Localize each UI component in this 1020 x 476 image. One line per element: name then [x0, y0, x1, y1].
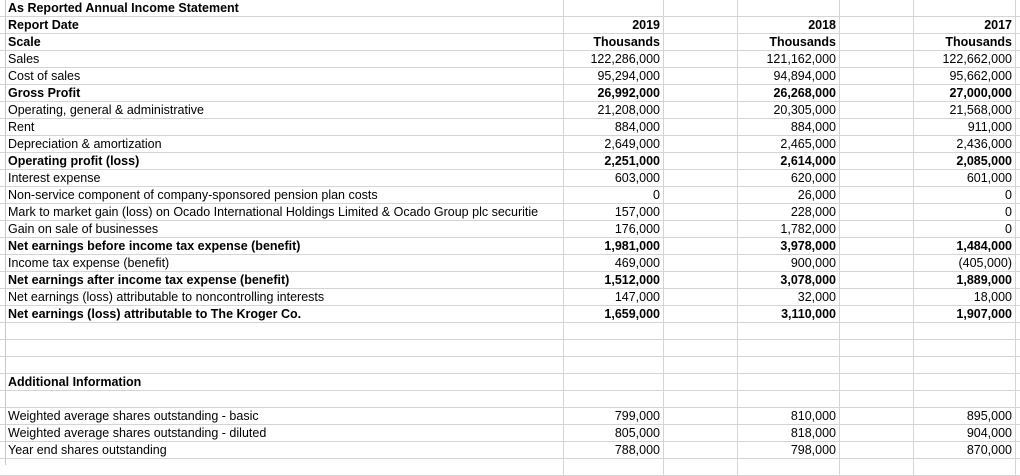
- empty-cell[interactable]: [664, 136, 738, 152]
- empty-cell[interactable]: [840, 357, 914, 373]
- title-row[interactable]: [0, 0, 1020, 17]
- empty-cell[interactable]: [840, 442, 914, 458]
- header-row[interactable]: [0, 17, 1020, 34]
- empty-cell[interactable]: [840, 340, 914, 356]
- label-cell[interactable]: Interest expense: [6, 170, 564, 186]
- empty-cell[interactable]: [840, 170, 914, 186]
- value-2017-cell[interactable]: 601,000: [914, 170, 1016, 186]
- empty-cell[interactable]: [840, 272, 914, 288]
- empty-cell[interactable]: [840, 34, 914, 50]
- empty-cell[interactable]: [664, 391, 738, 407]
- value-2019-cell[interactable]: 2,649,000: [564, 136, 664, 152]
- value-2017-cell[interactable]: 2,436,000: [914, 136, 1016, 152]
- label-cell[interactable]: Gross Profit: [6, 85, 564, 101]
- empty-cell[interactable]: [840, 221, 914, 237]
- value-2019-cell[interactable]: 603,000: [564, 170, 664, 186]
- empty-cell[interactable]: [664, 442, 738, 458]
- value-2018-cell[interactable]: 2,614,000: [738, 153, 840, 169]
- empty-cell[interactable]: [564, 374, 664, 390]
- empty-cell[interactable]: [840, 153, 914, 169]
- label-cell[interactable]: Operating, general & administrative: [6, 102, 564, 118]
- empty-cell[interactable]: [840, 119, 914, 135]
- label-cell[interactable]: Net earnings (loss) attributable to noncontrolling interests: [6, 289, 564, 305]
- empty-cell[interactable]: [564, 391, 664, 407]
- value-2017-cell[interactable]: 95,662,000: [914, 68, 1016, 84]
- empty-cell[interactable]: [738, 374, 840, 390]
- value-2018-cell[interactable]: 798,000: [738, 442, 840, 458]
- value-2018-cell[interactable]: 228,000: [738, 204, 840, 220]
- value-2017-cell[interactable]: Thousands: [914, 34, 1016, 50]
- label-cell[interactable]: Net earnings after income tax expense (benefit): [6, 272, 564, 288]
- value-2019-cell[interactable]: 147,000: [564, 289, 664, 305]
- value-2018-cell[interactable]: 94,894,000: [738, 68, 840, 84]
- empty-cell[interactable]: [6, 323, 564, 339]
- empty-cell[interactable]: [564, 0, 664, 16]
- table-row[interactable]: [0, 68, 1020, 85]
- value-2018-cell[interactable]: 26,268,000: [738, 85, 840, 101]
- empty-cell[interactable]: [738, 391, 840, 407]
- empty-cell[interactable]: [840, 374, 914, 390]
- label-cell[interactable]: As Reported Annual Income Statement: [6, 0, 564, 16]
- value-2017-cell[interactable]: 870,000: [914, 442, 1016, 458]
- empty-cell[interactable]: [664, 272, 738, 288]
- table-row[interactable]: [0, 289, 1020, 306]
- empty-cell[interactable]: [840, 425, 914, 441]
- empty-cell[interactable]: [664, 340, 738, 356]
- label-cell[interactable]: Net earnings before income tax expense (benefit): [6, 238, 564, 254]
- value-2017-cell[interactable]: 904,000: [914, 425, 1016, 441]
- blank-row[interactable]: [0, 340, 1020, 357]
- empty-cell[interactable]: [840, 204, 914, 220]
- empty-cell[interactable]: [664, 323, 738, 339]
- value-2019-cell[interactable]: 26,992,000: [564, 85, 664, 101]
- value-2019-cell[interactable]: 176,000: [564, 221, 664, 237]
- empty-cell[interactable]: [914, 391, 1016, 407]
- value-2017-cell[interactable]: 18,000: [914, 289, 1016, 305]
- empty-cell[interactable]: [840, 0, 914, 16]
- empty-cell[interactable]: [664, 51, 738, 67]
- label-cell[interactable]: Weighted average shares outstanding - basic: [6, 408, 564, 424]
- header-row[interactable]: [0, 34, 1020, 51]
- value-2018-cell[interactable]: 884,000: [738, 119, 840, 135]
- label-cell[interactable]: Operating profit (loss): [6, 153, 564, 169]
- label-cell[interactable]: Year end shares outstanding: [6, 442, 564, 458]
- value-2017-cell[interactable]: (405,000): [914, 255, 1016, 271]
- empty-cell[interactable]: [738, 323, 840, 339]
- value-2018-cell[interactable]: 818,000: [738, 425, 840, 441]
- blank-row[interactable]: [0, 459, 1020, 476]
- blank-row[interactable]: [0, 391, 1020, 408]
- empty-cell[interactable]: [6, 357, 564, 373]
- empty-cell[interactable]: [6, 459, 564, 475]
- empty-cell[interactable]: [840, 187, 914, 203]
- label-cell[interactable]: Cost of sales: [6, 68, 564, 84]
- table-row[interactable]: [0, 187, 1020, 204]
- empty-cell[interactable]: [664, 374, 738, 390]
- label-cell[interactable]: Depreciation & amortization: [6, 136, 564, 152]
- label-cell[interactable]: Rent: [6, 119, 564, 135]
- value-2019-cell[interactable]: 157,000: [564, 204, 664, 220]
- value-2017-cell[interactable]: 0: [914, 187, 1016, 203]
- empty-cell[interactable]: [664, 408, 738, 424]
- value-2018-cell[interactable]: 121,162,000: [738, 51, 840, 67]
- value-2019-cell[interactable]: 2,251,000: [564, 153, 664, 169]
- empty-cell[interactable]: [564, 459, 664, 475]
- empty-cell[interactable]: [840, 391, 914, 407]
- blank-row[interactable]: [0, 357, 1020, 374]
- value-2018-cell[interactable]: 3,110,000: [738, 306, 840, 322]
- label-cell[interactable]: Mark to market gain (loss) on Ocado International Holdings Limited & Ocado Group plc securitie: [6, 204, 564, 220]
- empty-cell[interactable]: [840, 459, 914, 475]
- value-2019-cell[interactable]: 1,512,000: [564, 272, 664, 288]
- empty-cell[interactable]: [738, 340, 840, 356]
- empty-cell[interactable]: [840, 289, 914, 305]
- empty-cell[interactable]: [840, 323, 914, 339]
- table-row[interactable]: [0, 425, 1020, 442]
- value-2017-cell[interactable]: 1,889,000: [914, 272, 1016, 288]
- empty-cell[interactable]: [664, 204, 738, 220]
- label-cell[interactable]: Additional Information: [6, 374, 564, 390]
- value-2017-cell[interactable]: 1,907,000: [914, 306, 1016, 322]
- empty-cell[interactable]: [564, 323, 664, 339]
- value-2019-cell[interactable]: 122,286,000: [564, 51, 664, 67]
- empty-cell[interactable]: [664, 17, 738, 33]
- value-2017-cell[interactable]: 1,484,000: [914, 238, 1016, 254]
- empty-cell[interactable]: [664, 85, 738, 101]
- empty-cell[interactable]: [664, 306, 738, 322]
- table-row[interactable]: [0, 408, 1020, 425]
- empty-cell[interactable]: [840, 17, 914, 33]
- value-2017-cell[interactable]: 0: [914, 204, 1016, 220]
- table-row[interactable]: [0, 306, 1020, 323]
- empty-cell[interactable]: [914, 357, 1016, 373]
- empty-cell[interactable]: [664, 68, 738, 84]
- empty-cell[interactable]: [664, 153, 738, 169]
- table-row[interactable]: [0, 153, 1020, 170]
- label-cell[interactable]: Non-service component of company-sponsored pension plan costs: [6, 187, 564, 203]
- empty-cell[interactable]: [738, 357, 840, 373]
- table-row[interactable]: [0, 102, 1020, 119]
- empty-cell[interactable]: [840, 255, 914, 271]
- blank-row[interactable]: [0, 323, 1020, 340]
- value-2019-cell[interactable]: 799,000: [564, 408, 664, 424]
- table-row[interactable]: [0, 204, 1020, 221]
- empty-cell[interactable]: [840, 85, 914, 101]
- value-2019-cell[interactable]: 2019: [564, 17, 664, 33]
- label-cell[interactable]: Net earnings (loss) attributable to The Kroger Co.: [6, 306, 564, 322]
- empty-cell[interactable]: [664, 102, 738, 118]
- value-2018-cell[interactable]: 620,000: [738, 170, 840, 186]
- empty-cell[interactable]: [664, 34, 738, 50]
- label-cell[interactable]: Sales: [6, 51, 564, 67]
- value-2017-cell[interactable]: 27,000,000: [914, 85, 1016, 101]
- value-2019-cell[interactable]: 21,208,000: [564, 102, 664, 118]
- label-cell[interactable]: Scale: [6, 34, 564, 50]
- value-2017-cell[interactable]: 0: [914, 221, 1016, 237]
- value-2019-cell[interactable]: 884,000: [564, 119, 664, 135]
- table-row[interactable]: [0, 255, 1020, 272]
- empty-cell[interactable]: [664, 238, 738, 254]
- label-cell[interactable]: Income tax expense (benefit): [6, 255, 564, 271]
- value-2017-cell[interactable]: 2,085,000: [914, 153, 1016, 169]
- empty-cell[interactable]: [914, 374, 1016, 390]
- value-2019-cell[interactable]: 0: [564, 187, 664, 203]
- table-row[interactable]: [0, 170, 1020, 187]
- empty-cell[interactable]: [664, 221, 738, 237]
- empty-cell[interactable]: [914, 340, 1016, 356]
- table-row[interactable]: [0, 119, 1020, 136]
- empty-cell[interactable]: [6, 391, 564, 407]
- empty-cell[interactable]: [664, 289, 738, 305]
- value-2018-cell[interactable]: 1,782,000: [738, 221, 840, 237]
- empty-cell[interactable]: [664, 357, 738, 373]
- value-2019-cell[interactable]: 1,981,000: [564, 238, 664, 254]
- empty-cell[interactable]: [914, 459, 1016, 475]
- empty-cell[interactable]: [840, 136, 914, 152]
- table-row[interactable]: [0, 238, 1020, 255]
- value-2017-cell[interactable]: 895,000: [914, 408, 1016, 424]
- value-2018-cell[interactable]: 3,078,000: [738, 272, 840, 288]
- empty-cell[interactable]: [914, 323, 1016, 339]
- label-cell[interactable]: Gain on sale of businesses: [6, 221, 564, 237]
- value-2019-cell[interactable]: 1,659,000: [564, 306, 664, 322]
- value-2018-cell[interactable]: 2,465,000: [738, 136, 840, 152]
- empty-cell[interactable]: [840, 238, 914, 254]
- empty-cell[interactable]: [664, 170, 738, 186]
- empty-cell[interactable]: [664, 187, 738, 203]
- empty-cell[interactable]: [564, 357, 664, 373]
- empty-cell[interactable]: [840, 408, 914, 424]
- value-2019-cell[interactable]: 469,000: [564, 255, 664, 271]
- value-2019-cell[interactable]: 805,000: [564, 425, 664, 441]
- value-2018-cell[interactable]: 2018: [738, 17, 840, 33]
- value-2019-cell[interactable]: 788,000: [564, 442, 664, 458]
- value-2018-cell[interactable]: 810,000: [738, 408, 840, 424]
- empty-cell[interactable]: [664, 425, 738, 441]
- value-2018-cell[interactable]: Thousands: [738, 34, 840, 50]
- value-2017-cell[interactable]: 122,662,000: [914, 51, 1016, 67]
- value-2017-cell[interactable]: 21,568,000: [914, 102, 1016, 118]
- empty-cell[interactable]: [914, 0, 1016, 16]
- empty-cell[interactable]: [840, 68, 914, 84]
- value-2018-cell[interactable]: 20,305,000: [738, 102, 840, 118]
- empty-cell[interactable]: [6, 340, 564, 356]
- empty-cell[interactable]: [840, 51, 914, 67]
- table-row[interactable]: [0, 221, 1020, 238]
- empty-cell[interactable]: [738, 459, 840, 475]
- value-2018-cell[interactable]: 900,000: [738, 255, 840, 271]
- empty-cell[interactable]: [664, 0, 738, 16]
- table-row[interactable]: [0, 85, 1020, 102]
- empty-cell[interactable]: [840, 102, 914, 118]
- empty-cell[interactable]: [840, 306, 914, 322]
- empty-cell[interactable]: [664, 119, 738, 135]
- table-row[interactable]: [0, 136, 1020, 153]
- table-row[interactable]: [0, 51, 1020, 68]
- value-2019-cell[interactable]: 95,294,000: [564, 68, 664, 84]
- value-2019-cell[interactable]: Thousands: [564, 34, 664, 50]
- value-2017-cell[interactable]: 2017: [914, 17, 1016, 33]
- value-2017-cell[interactable]: 911,000: [914, 119, 1016, 135]
- label-cell[interactable]: Weighted average shares outstanding - diluted: [6, 425, 564, 441]
- table-row[interactable]: [0, 442, 1020, 459]
- empty-cell[interactable]: [664, 459, 738, 475]
- empty-cell[interactable]: [738, 0, 840, 16]
- value-2018-cell[interactable]: 32,000: [738, 289, 840, 305]
- empty-cell[interactable]: [664, 255, 738, 271]
- table-row[interactable]: [0, 272, 1020, 289]
- empty-cell[interactable]: [564, 340, 664, 356]
- value-2018-cell[interactable]: 26,000: [738, 187, 840, 203]
- additional-title-row[interactable]: [0, 374, 1020, 391]
- label-cell[interactable]: Report Date: [6, 17, 564, 33]
- value-2018-cell[interactable]: 3,978,000: [738, 238, 840, 254]
